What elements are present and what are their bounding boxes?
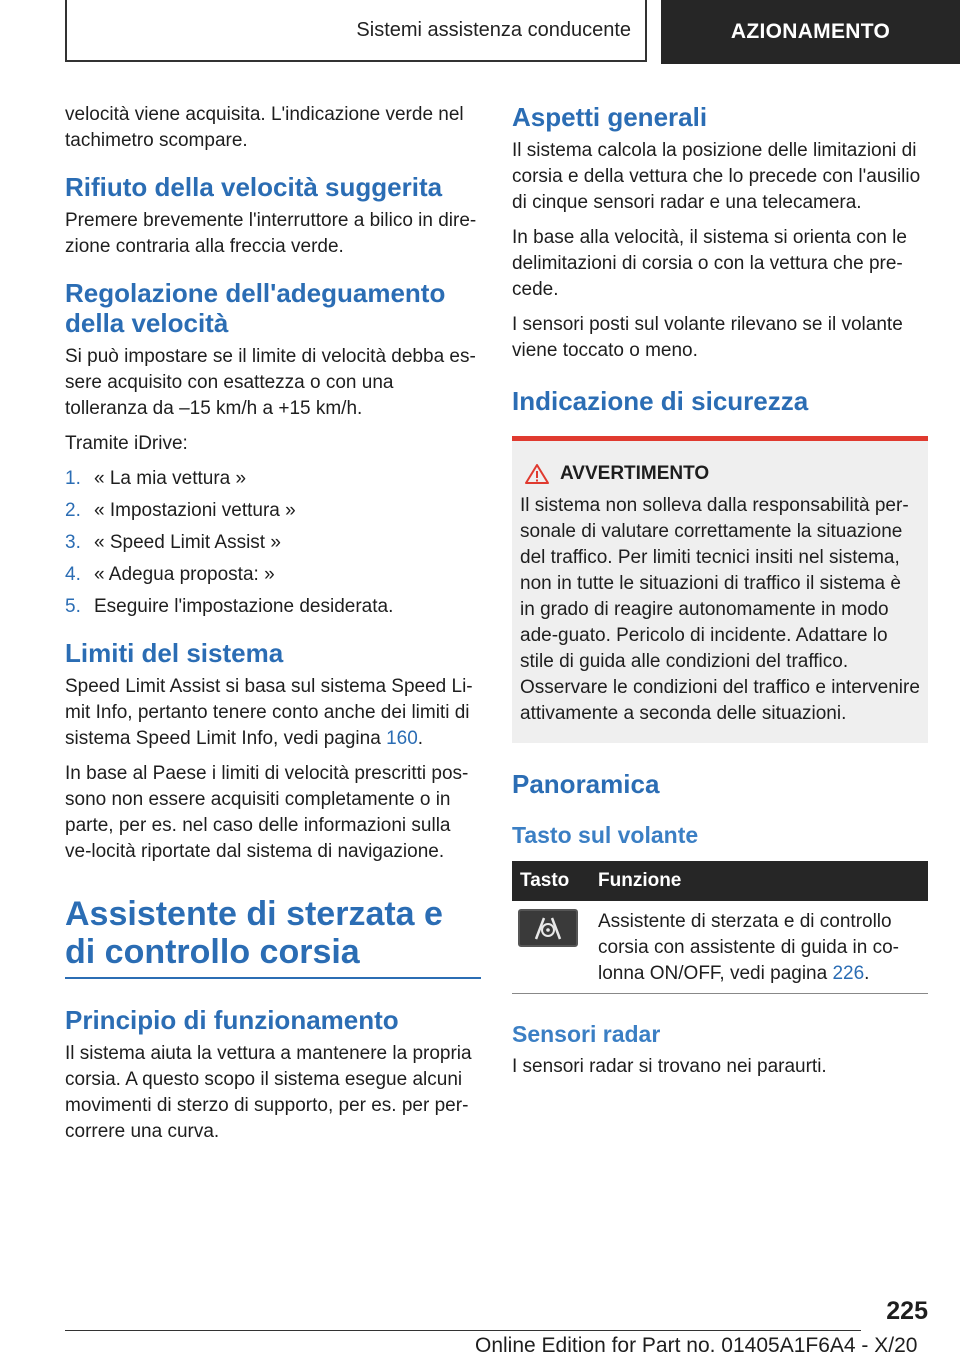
- heading-aspetti: Aspetti generali: [512, 102, 708, 132]
- heading-rifiuto: Rifiuto della velocità suggerita: [65, 172, 443, 202]
- header-chapter-label: AZIONAMENTO: [730, 20, 891, 43]
- step-text: « Adegua proposta: »: [94, 564, 275, 585]
- right-column: [512, 102, 928, 1089]
- footer-edition: Online Edition for Part no. 01405A1F6A4 - X/20: [475, 1334, 918, 1357]
- table-cell-funzione: [590, 901, 928, 994]
- button-table: [512, 861, 928, 994]
- step-number: 3.: [65, 532, 81, 553]
- paragraph-aspetti-1: Il sistema calcola la posizione delle limitazioni di corsia e della vettura che lo precede con l'ausilio di cinque sensori radar e una telecamera.: [512, 140, 921, 213]
- paragraph-regolazione: Si può impostare se il limite di velocità debba es-sere acquisito con esattezza o con una tolleranza da –15 km/h a +15 km/h.: [65, 346, 476, 419]
- heading-regolazione: Regolazione dell'adeguamento della velocità: [65, 278, 446, 338]
- warning-header: [520, 463, 920, 485]
- table-header-tasto: Tasto: [512, 861, 590, 901]
- step-text: « Impostazioni vettura »: [94, 500, 296, 521]
- step-number: 4.: [65, 564, 81, 585]
- table-row: [512, 901, 928, 994]
- warning-text: Il sistema non solleva dalla responsabilità per-sonale di valutare correttamente la situazione del traffico. Per limiti tecnici insiti nel sistema, non in tutte le situazioni di traffico il sistema è in grado di reagire autonomamente in modo ade-guato. Pericolo di incidente. Adattare lo stile di guida alle condizioni del traffico. Osservare le condizioni del traffico e intervenire attivamente a seconda delle situazioni.: [520, 495, 920, 724]
- header-section-label: Sistemi assistenza conducente: [356, 18, 631, 41]
- funzione-text: Assistente di sterzata e di controllo corsia con assistente di guida in co-lonna ON/OFF, vedi pagina: [598, 911, 899, 984]
- step-number: 2.: [65, 500, 81, 521]
- page-link-160[interactable]: 160: [386, 728, 418, 749]
- intro-paragraph: velocità viene acquisita. L'indicazione verde nel tachimetro scompare.: [65, 104, 464, 151]
- paragraph-tramite: Tramite iDrive:: [65, 433, 188, 454]
- table-header-row: [512, 861, 928, 901]
- heading-panoramica: Panoramica: [512, 769, 660, 799]
- paragraph-rifiuto: Premere brevemente l'interruttore a bilico in dire-zione contraria alla freccia verde.: [65, 210, 477, 257]
- header-section-title: [65, 0, 647, 62]
- paragraph-aspetti-2: In base alla velocità, il sistema si orienta con le delimitazioni di corsia o con la vettura che pre-cede.: [512, 227, 907, 300]
- lane-assist-key-icon: [518, 909, 578, 947]
- step-text: « La mia vettura »: [94, 468, 247, 489]
- heading-limiti: Limiti del sistema: [65, 638, 284, 668]
- heading-assistente-sterzata: Assistente di sterzata e di controllo corsia: [65, 895, 481, 979]
- list-item: [65, 466, 481, 492]
- list-item: [65, 498, 481, 524]
- step-text: « Speed Limit Assist »: [94, 532, 281, 553]
- step-text: Eseguire l'impostazione desiderata.: [94, 596, 394, 617]
- heading-sensori: Sensori radar: [512, 1021, 661, 1047]
- heading-sicurezza: Indicazione di sicurezza: [512, 386, 809, 416]
- paragraph-principio: Il sistema aiuta la vettura a mantenere la propria corsia. A questo scopo il sistema esegue alcuni movimenti di sterzo di supporto, per es. per per-correre una curva.: [65, 1043, 472, 1142]
- warning-title: AVVERTIMENTO: [560, 463, 710, 484]
- footer-divider: [65, 1330, 861, 1331]
- heading-tasto: Tasto sul volante: [512, 822, 699, 848]
- left-column: [65, 102, 481, 1154]
- steps-list: [65, 466, 481, 620]
- warning-box: [512, 436, 928, 743]
- page-number: 225: [886, 1297, 928, 1325]
- table-cell-key: [512, 901, 590, 994]
- paragraph-limiti: [65, 674, 481, 752]
- limiti-text: Speed Limit Assist si basa sul sistema Speed Li-mit Info, pertanto tenere conto anche dei limiti di sistema Speed Limit Info, vedi pagina: [65, 676, 473, 749]
- funzione-end: .: [864, 963, 870, 984]
- paragraph-paese: In base al Paese i limiti di velocità prescritti pos-sono non essere acquisiti completamente o in parte, per es. nel caso delle informazioni sulla ve-locità riportate dal sistema di navigazione.: [65, 763, 469, 862]
- step-number: 1.: [65, 468, 81, 489]
- heading-principio: Principio di funzionamento: [65, 1005, 399, 1035]
- list-item: [65, 530, 481, 556]
- paragraph-sensori: I sensori radar si trovano nei paraurti.: [512, 1056, 827, 1077]
- limiti-end: .: [417, 728, 424, 749]
- paragraph-aspetti-3: I sensori posti sul volante rilevano se il volante viene toccato o meno.: [512, 314, 903, 361]
- header-chapter-tab: [661, 0, 960, 64]
- steering-lane-icon: [528, 915, 568, 941]
- list-item: [65, 562, 481, 588]
- list-item: [65, 594, 481, 620]
- table-header-funzione: Funzione: [590, 861, 928, 901]
- page-link-226[interactable]: 226: [832, 963, 865, 984]
- step-number: 5.: [65, 596, 81, 617]
- warning-triangle-icon: [524, 463, 550, 485]
